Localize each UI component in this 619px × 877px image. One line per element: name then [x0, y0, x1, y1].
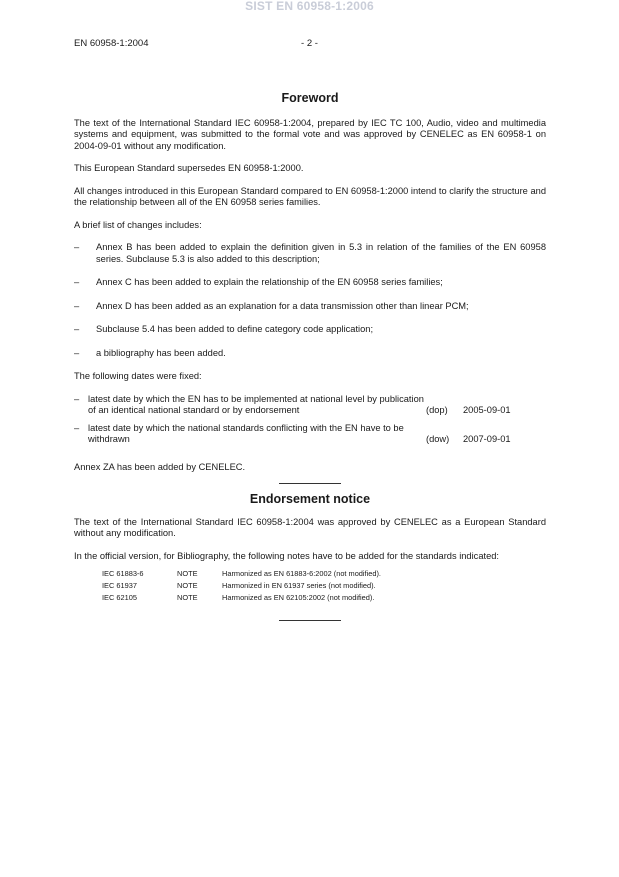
change-text: Annex B has been added to explain the definition given in 5.3 in relation of the families of the EN 60958 series. Subclause 5.3 is also added to this description;	[96, 242, 546, 264]
dash-marker: –	[74, 300, 80, 311]
change-text: Annex C has been added to explain the relationship of the EN 60958 series families;	[96, 277, 443, 287]
change-text: a bibliography has been added.	[96, 347, 226, 358]
table-row	[102, 580, 381, 592]
change-list-item	[74, 277, 546, 289]
note-label: NOTE	[177, 569, 198, 578]
foreword-title: Foreword	[281, 91, 339, 105]
note-label: NOTE	[177, 581, 198, 590]
annex-note: Annex ZA has been added by CENELEC.	[74, 461, 246, 472]
date-value: 2007-09-01	[463, 434, 511, 444]
note-standard-ref: IEC 61883-6	[102, 569, 144, 578]
dash-marker: –	[74, 393, 80, 404]
date-item-dow	[74, 423, 546, 446]
endorsement-paragraph: The text of the International Standard IEC 60958-1:2004 was approved by CENELEC as a European Standard without any modification.	[74, 516, 546, 538]
dates-intro: The following dates were fixed:	[74, 371, 202, 381]
date-abbreviation: (dop)	[426, 405, 448, 415]
note-standard-ref: IEC 61937	[102, 581, 137, 590]
change-text: Annex D has been added as an explanation for a data transmission other than linear PCM;	[96, 300, 469, 311]
change-list-item	[74, 301, 546, 313]
date-description: latest date by which the national standards conflicting with the EN have to be withdrawn	[88, 422, 404, 444]
section-divider	[279, 620, 341, 621]
foreword-paragraph: A brief list of changes includes:	[74, 219, 202, 230]
dash-marker: –	[74, 277, 80, 287]
foreword-paragraph: All changes introduced in this European Standard compared to EN 60958-1:2000 intend to clarify the structure and the relationship between all of the EN 60958 series families.	[74, 185, 546, 207]
table-row	[102, 592, 381, 604]
note-label: NOTE	[177, 593, 198, 602]
dash-marker: –	[74, 242, 80, 252]
section-divider	[279, 483, 341, 484]
foreword-paragraph: This European Standard supersedes EN 60958-1:2000.	[74, 163, 304, 173]
date-description: latest date by which the EN has to be implemented at national level by publication of an identical national standard or by endorsement	[88, 393, 424, 415]
bibliography-notes-table	[102, 568, 381, 604]
date-value: 2005-09-01	[463, 405, 511, 415]
endorsement-paragraph: In the official version, for Bibliography, the following notes have to be added for the standards indicated:	[74, 550, 499, 561]
header-doc-id: EN 60958-1:2004	[74, 38, 149, 49]
page-content	[74, 93, 546, 621]
header-page-number: - 2 -	[301, 38, 318, 49]
change-list-item	[74, 348, 546, 360]
change-list-item	[74, 324, 546, 336]
change-list-item	[74, 242, 546, 265]
note-text: Harmonized in EN 61937 series (not modified).	[222, 581, 376, 590]
note-text: Harmonized as EN 62105:2002 (not modified).	[222, 593, 375, 602]
note-standard-ref: IEC 62105	[102, 593, 137, 602]
dash-marker: –	[74, 347, 80, 358]
watermark: SIST EN 60958-1:2006	[245, 0, 374, 13]
dash-marker: –	[74, 324, 80, 334]
note-text: Harmonized as EN 61883-6:2002 (not modified).	[222, 569, 381, 578]
date-abbreviation: (dow)	[426, 434, 450, 444]
table-row	[102, 568, 381, 580]
endorsement-title: Endorsement notice	[249, 492, 371, 506]
change-text: Subclause 5.4 has been added to define category code application;	[96, 324, 374, 334]
foreword-paragraph: The text of the International Standard IEC 60958-1:2004, prepared by IEC TC 100, Audio, video and multimedia systems and equipment, was submitted to the formal vote and was approved by CENELEC as EN 60958-1 on 2004-09-01 without any modification.	[74, 117, 546, 151]
date-item-dop	[74, 394, 546, 417]
dash-marker: –	[74, 422, 80, 433]
